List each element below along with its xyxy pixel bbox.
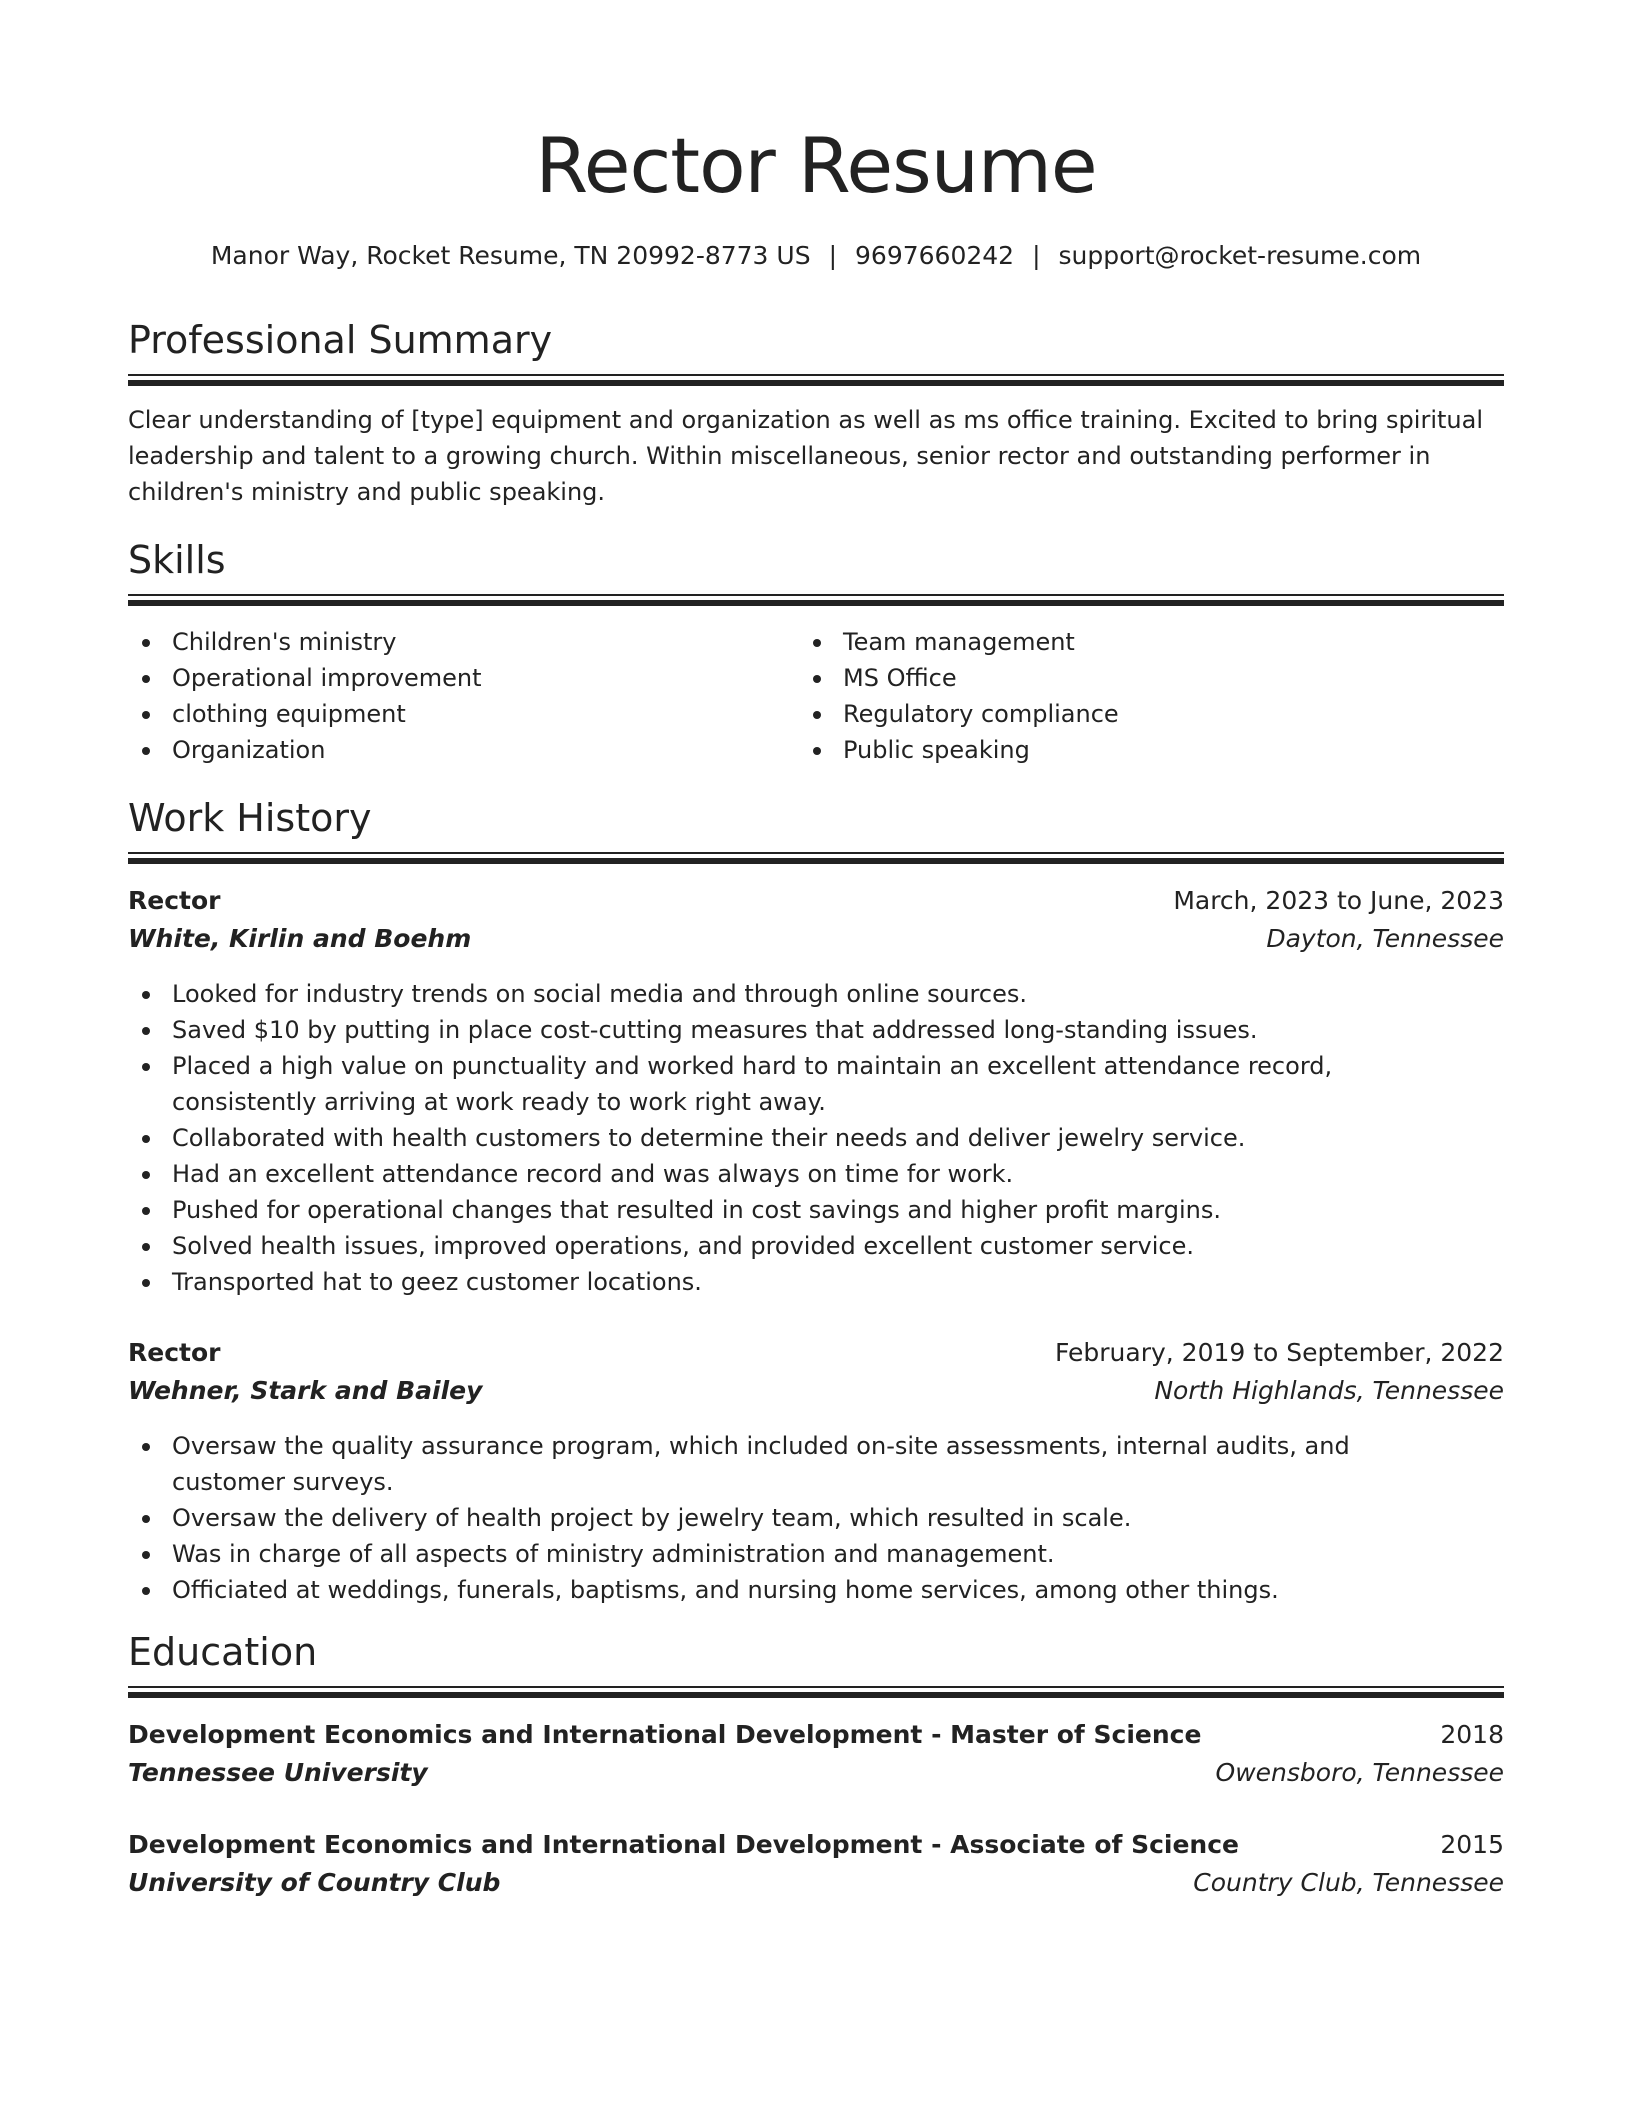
job-company-row — [128, 1372, 1504, 1410]
skill-item: Team management — [799, 624, 1499, 660]
section-divider — [128, 852, 1504, 864]
job-bullet: Had an excellent attendance record and was always on time for work. — [128, 1156, 1504, 1192]
job-dates: February, 2019 to September, 2022 — [1055, 1338, 1504, 1367]
contact-line — [128, 238, 1504, 274]
job-bullet: Oversaw the quality assurance program, which included on-site assessments, internal audits, and customer surveys. — [128, 1428, 1504, 1500]
job-bullet: Placed a high value on punctuality and worked hard to maintain an excellent attendance record, consistently arriving at work ready to work right away. — [128, 1048, 1504, 1120]
contact-phone: 9697660242 — [855, 241, 1015, 270]
job-role: Rector — [128, 1338, 221, 1367]
edu-location: Country Club, Tennessee — [1193, 1868, 1504, 1897]
section-divider — [128, 374, 1504, 386]
edu-location: Owensboro, Tennessee — [1215, 1758, 1504, 1787]
section-title-work: Work History — [128, 796, 372, 840]
edu-school: Tennessee University — [128, 1758, 428, 1787]
job-bullet: Solved health issues, improved operations, and provided excellent customer service. — [128, 1228, 1504, 1264]
job-bullet: Saved $10 by putting in place cost-cutting measures that addressed long-standing issues. — [128, 1012, 1504, 1048]
skill-item: clothing equipment — [128, 696, 788, 732]
skill-item: Operational improvement — [128, 660, 788, 696]
skills-list-right — [799, 624, 1499, 768]
edu-school: University of Country Club — [128, 1868, 501, 1897]
job-company: White, Kirlin and Boehm — [128, 924, 472, 953]
edu-year: 2015 — [1440, 1830, 1504, 1859]
job-bullet: Transported hat to geez customer locations. — [128, 1264, 1504, 1300]
edu-header-row — [128, 1716, 1504, 1754]
contact-address: Manor Way, Rocket Resume, TN 20992-8773 US — [210, 241, 811, 270]
section-title-education: Education — [128, 1630, 318, 1674]
skill-item: Public speaking — [799, 732, 1499, 768]
edu-degree: Development Economics and International Development - Master of Science — [128, 1720, 1202, 1749]
skill-item: Regulatory compliance — [799, 696, 1499, 732]
job-bullet: Looked for industry trends on social media and through online sources. — [128, 976, 1504, 1012]
job-bullet: Officiated at weddings, funerals, baptisms, and nursing home services, among other things. — [128, 1572, 1504, 1608]
edu-school-row — [128, 1754, 1504, 1792]
skill-item: MS Office — [799, 660, 1499, 696]
job-bullet: Collaborated with health customers to determine their needs and deliver jewelry service. — [128, 1120, 1504, 1156]
resume-name: Rector Resume — [535, 121, 1097, 210]
job-bullet: Pushed for operational changes that resulted in cost savings and higher profit margins. — [128, 1192, 1504, 1228]
skills-list-left — [128, 624, 788, 768]
edu-school-row — [128, 1864, 1504, 1902]
skill-item: Organization — [128, 732, 788, 768]
skill-item: Children's ministry — [128, 624, 788, 660]
job-bullet: Was in charge of all aspects of ministry administration and management. — [128, 1536, 1504, 1572]
job-bullets — [128, 976, 1504, 1300]
summary-text: Clear understanding of [type] equipment and organization as well as ms office training. Excited to bring spiritual leadership and talent to a growing church. Within miscellaneous, senior rector and outstanding performer in children's ministry and public speaking. — [128, 406, 1483, 506]
section-divider — [128, 1686, 1504, 1698]
job-header-row — [128, 1334, 1504, 1372]
edu-header-row — [128, 1826, 1504, 1864]
contact-separator: | — [828, 241, 838, 270]
job-bullets — [128, 1428, 1504, 1608]
edu-degree: Development Economics and International Development - Associate of Science — [128, 1830, 1239, 1859]
job-dates: March, 2023 to June, 2023 — [1173, 886, 1504, 915]
edu-year: 2018 — [1440, 1720, 1504, 1749]
contact-separator: | — [1032, 241, 1041, 270]
section-title-skills: Skills — [128, 538, 226, 582]
section-title-summary: Professional Summary — [128, 318, 553, 362]
section-divider — [128, 594, 1504, 606]
contact-email[interactable]: support@rocket-resume.com — [1058, 241, 1422, 270]
job-role: Rector — [128, 886, 221, 915]
job-company-row — [128, 920, 1504, 958]
job-location: North Highlands, Tennessee — [1154, 1376, 1504, 1405]
job-header-row — [128, 882, 1504, 920]
job-company: Wehner, Stark and Bailey — [128, 1376, 483, 1405]
job-bullet: Oversaw the delivery of health project by jewelry team, which resulted in scale. — [128, 1500, 1504, 1536]
job-location: Dayton, Tennessee — [1266, 924, 1504, 953]
